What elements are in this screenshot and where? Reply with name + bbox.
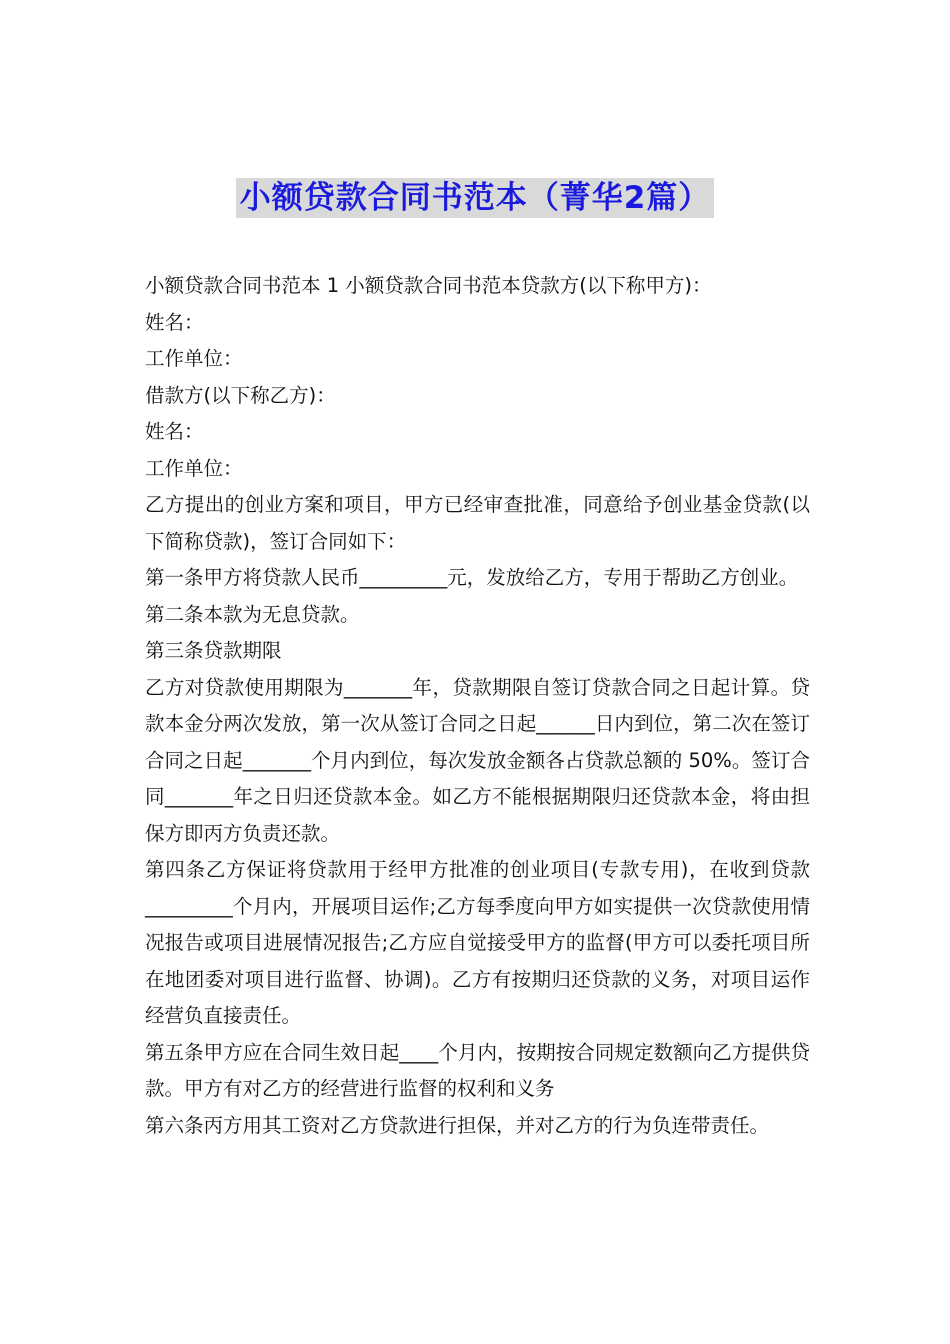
paragraph: 第二条本款为无息贷款。 — [145, 602, 360, 626]
paragraph: 第五条甲方应在合同生效日起____个月内，按期按合同规定数额向乙方提供贷款。甲方有对乙方的经营进行监督的权利和义务 — [145, 1040, 810, 1100]
document-body — [145, 268, 810, 1144]
paragraph: 第六条丙方用其工资对乙方贷款进行担保，并对乙方的行为负连带责任。 — [145, 1113, 770, 1137]
paragraph: 借款方(以下称乙方)： — [145, 383, 336, 407]
title-container — [0, 178, 950, 218]
paragraph: 姓名： — [145, 310, 204, 334]
document-title: 小额贷款合同书范本（菁华2篇） — [236, 178, 715, 218]
paragraph: 工作单位： — [145, 347, 243, 370]
paragraph: 工作单位： — [145, 456, 243, 480]
paragraph: 第一条甲方将贷款人民币_________元，发放给乙方，专用于帮助乙方创业。 — [145, 566, 799, 589]
paragraph: 小额贷款合同书范本 1 小额贷款合同书范本贷款方(以下称甲方)： — [145, 274, 712, 297]
paragraph: 乙方对贷款使用期限为_______年，贷款期限自签订贷款合同之日起计算。贷款本金分两次发放，第一次从签订合同之日起______日内到位，第二次在签订合同之日起_______个月内到位，每次发放金额各占贷款总额的 50%。签订合同_______年之日归还贷款本金。如乙方不能根据期限归还贷款本金，将由担保方即丙方负责还款。 — [145, 675, 810, 845]
paragraph: 第三条贷款期限 — [145, 639, 282, 662]
paragraph: 乙方提出的创业方案和项目，甲方已经审查批准，同意给予创业基金贷款(以下简称贷款)，签订合同如下： — [145, 493, 810, 553]
paragraph: 第四条乙方保证将贷款用于经甲方批准的创业项目(专款专用)，在收到贷款_________个月内，开展项目运作;乙方每季度向甲方如实提供一次贷款使用情况报告或项目进展情况报告;乙方应自觉接受甲方的监督(甲方可以委托项目所在地团委对项目进行监督、协调)。乙方有按期归还贷款的义务，对项目运作经营负直接责任。 — [145, 858, 810, 1027]
paragraph: 姓名： — [145, 420, 204, 443]
